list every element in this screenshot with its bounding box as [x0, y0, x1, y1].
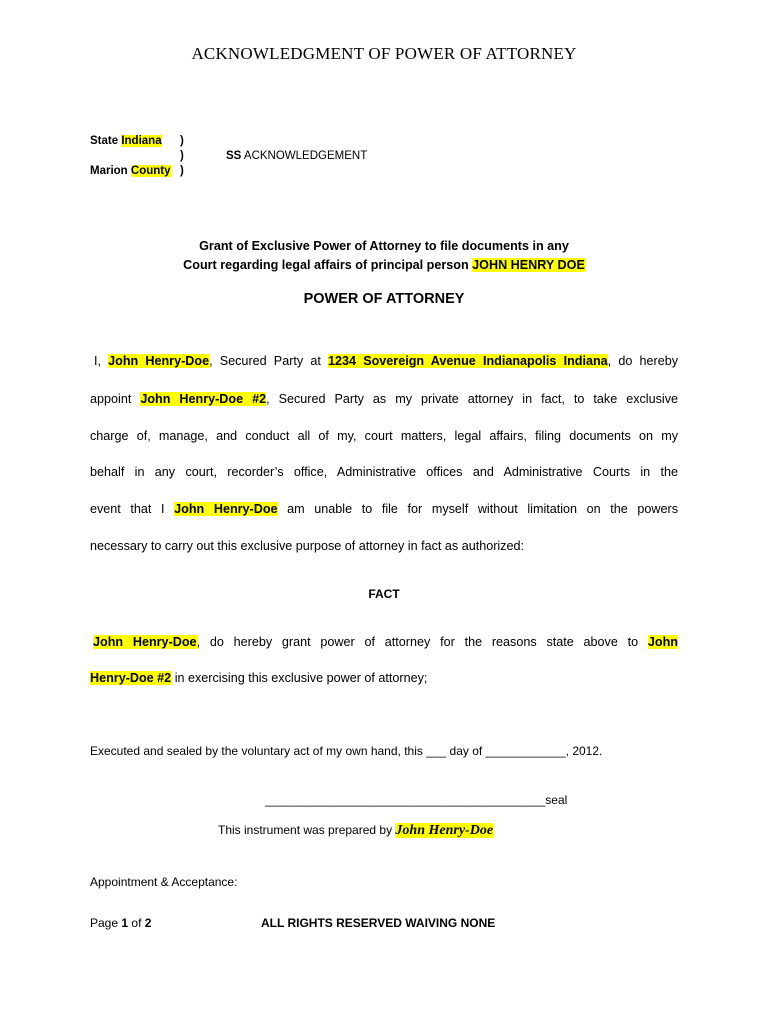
fact-heading: FACT: [368, 587, 400, 601]
venue-state: [90, 135, 162, 147]
paragraph-line: necessary to carry out this exclusive purpose of attorney in fact as authorized:: [90, 539, 525, 553]
preparer-name: John Henry-Doe: [395, 823, 494, 838]
paragraph-line: [90, 354, 678, 368]
address: 1234 Sovereign Avenue Indianapolis Indiana: [328, 354, 608, 368]
executed-statement: Executed and sealed by the voluntary act of my own hand, this ___ day of ____________, 2012.: [90, 744, 603, 758]
page-label: Page: [90, 916, 119, 930]
paren-2: ): [180, 150, 184, 162]
fact-line: [90, 671, 678, 685]
document-title: ACKNOWLEDGMENT OF POWER OF ATTORNEY: [191, 44, 577, 63]
county-label: Marion: [90, 165, 128, 177]
appointment-acceptance: Appointment & Acceptance:: [90, 875, 238, 889]
page-of: of: [131, 916, 142, 930]
principal-name: John Henry-Doe: [108, 354, 210, 368]
prepared-text: This instrument was prepared by: [218, 823, 396, 837]
page-number: [90, 916, 151, 930]
attorney-name: Henry-Doe #2: [90, 671, 172, 685]
principal-name: John Henry-Doe: [174, 502, 278, 516]
section-heading: POWER OF ATTORNEY: [303, 291, 465, 307]
text: appoint: [90, 392, 141, 406]
principal-name: JOHN HENRY DOE: [472, 258, 585, 272]
attorney-name: John Henry-Doe #2: [140, 392, 267, 406]
text: I,: [94, 354, 109, 368]
state-label: State: [90, 135, 119, 147]
paragraph-line: [90, 392, 678, 406]
text: , Secured Party at: [209, 354, 329, 368]
county-value: County: [130, 165, 171, 177]
page-current: 1: [121, 916, 129, 930]
rights-reserved: ALL RIGHTS RESERVED WAIVING NONE: [261, 916, 496, 930]
grant-line-2: [0, 258, 768, 272]
grant-line-1: Grant of Exclusive Power of Attorney to file documents in any: [199, 239, 569, 253]
text: , do hereby: [607, 354, 678, 368]
paragraph-line: behalf in any court, recorder’s office, Administrative offices and Administrative Courts in the: [90, 465, 678, 479]
paragraph-line: charge of, manage, and conduct all of my, court matters, legal affairs, filing documents on my: [90, 429, 678, 443]
text: , do hereby grant power of attorney for the reasons state above to: [196, 635, 648, 649]
text: am unable to file for myself without limitation on the powers: [277, 502, 679, 516]
attorney-name: John: [647, 635, 679, 649]
paragraph-line: [90, 502, 678, 516]
text: in exercising this exclusive power of attorney;: [171, 671, 428, 685]
principal-name: John Henry-Doe: [93, 635, 197, 649]
signature-seal-line: __________________________________________seal: [265, 793, 568, 807]
text: , Secured Party as my private attorney in fact, to take exclusive: [266, 392, 678, 406]
venue-county: [90, 165, 171, 177]
prepared-by: [218, 823, 493, 839]
state-value: Indiana: [121, 135, 162, 147]
ss-text: ACKNOWLEDGEMENT: [243, 150, 368, 162]
page-total: 2: [144, 916, 152, 930]
grant-text: Court regarding legal affairs of principal person: [183, 258, 469, 272]
text: event that I: [90, 502, 175, 516]
fact-line: [90, 635, 678, 649]
paren-3: ): [180, 165, 184, 177]
paren-1: ): [180, 135, 184, 147]
ss-acknowledgement: [226, 150, 367, 162]
ss-label: SS: [226, 150, 242, 162]
